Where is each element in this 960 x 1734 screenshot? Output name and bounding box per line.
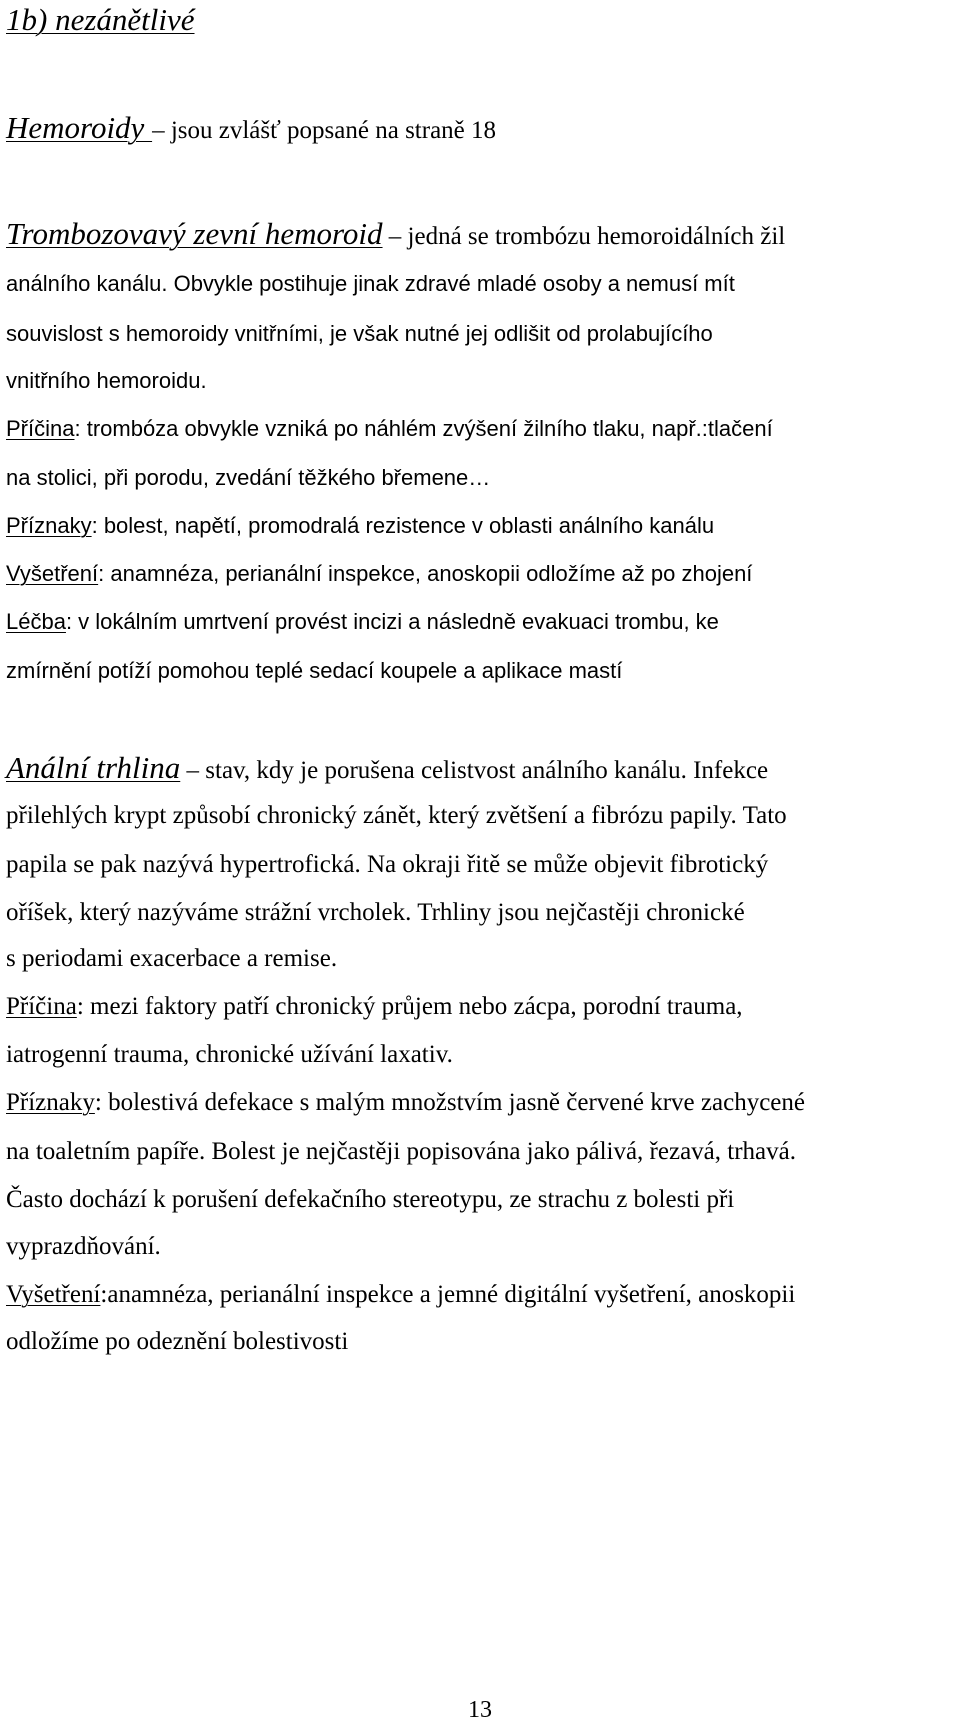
trombozovany-term: Trombozovavý zevní hemoroid [6, 216, 383, 251]
vysetreni-label: Vyšetření [6, 1281, 101, 1308]
page-number: 13 [468, 1697, 492, 1723]
trombozovany-line-3: souvislost s hemoroidy vnitřními, je však nutné jej odlišit od prolabujícího [6, 321, 713, 346]
hemoroidy-term: Hemoroidy [6, 110, 153, 145]
analni-trhlina-line-5: s periodami exacerbace a remise. [6, 945, 338, 972]
trombozovany-lecba: Léčba: v lokálním umrtvení provést incizi a následně evakuaci trombu, ke [6, 609, 719, 634]
priznaky-label: Příznaky [6, 1089, 95, 1116]
analni-trhlina-pricina-line-2: iatrogenní trauma, chronické užívání laxativ. [6, 1041, 453, 1068]
section-heading: 1b) nezánětlivé [6, 2, 195, 37]
trombozovany-pricina-line-2: na stolici, při porodu, zvedání těžkého břemene… [6, 465, 491, 490]
analni-trhlina-line-2: přilehlých krypt způsobí chronický zánět, který zvětšení a fibrózu papily. Tato [6, 802, 787, 829]
pricina-label: Příčina [6, 993, 77, 1020]
analni-trhlina-priznaky-line-4: vyprazdňování. [6, 1233, 161, 1260]
analni-trhlina-vysetreni: Vyšetření:anamnéza, perianální inspekce a jemné digitální vyšetření, anoskopii [6, 1281, 796, 1308]
hemoroidy-text: – jsou zvlášť popsané na straně 18 [152, 117, 497, 144]
trombozovany-pricina: Příčina: trombóza obvykle vzniká po náhlém zvýšení žilního tlaku, např.:tlačení [6, 416, 773, 441]
analni-trhlina-priznaky-line-2: na toaletním papíře. Bolest je nejčastěji popisována jako pálivá, řezavá, trhavá. [6, 1138, 796, 1165]
analni-trhlina-line-4: oříšek, který nazýváme strážní vrcholek. Trhliny jsou nejčastěji chronické [6, 899, 745, 926]
trombozovany-line-1: Trombozovavý zevní hemoroid – jedná se trombózu hemoroidálních žil [6, 216, 786, 251]
analni-trhlina-vysetreni-line-2: odložíme po odeznění bolestivosti [6, 1328, 349, 1355]
hemoroidy-paragraph [6, 112, 496, 143]
pricina-label: Příčina [6, 416, 75, 441]
trombozovany-vysetreni: Vyšetření: anamnéza, perianální inspekce, anoskopii odložíme až po zhojení [6, 561, 753, 586]
lecba-label: Léčba [6, 609, 66, 634]
trombozovany-line-2: análního kanálu. Obvykle postihuje jinak zdravé mladé osoby a nemusí mít [6, 271, 735, 296]
priznaky-label: Příznaky [6, 513, 92, 538]
analni-trhlina-line-3: papila se pak nazývá hypertrofická. Na okraji řitě se může objevit fibrotický [6, 851, 769, 878]
trombozovany-lecba-line-2: zmírnění potíží pomohou teplé sedací koupele a aplikace mastí [6, 658, 623, 683]
analni-trhlina-line-1: Anální trhlina – stav, kdy je porušena celistvost análního kanálu. Infekce [6, 750, 769, 785]
analni-trhlina-priznaky-line-3: Často dochází k porušení defekačního stereotypu, ze strachu z bolesti při [6, 1186, 735, 1213]
analni-trhlina-term: Anální trhlina [6, 750, 181, 785]
trombozovany-priznaky: Příznaky: bolest, napětí, promodralá rezistence v oblasti análního kanálu [6, 513, 715, 538]
analni-trhlina-priznaky: Příznaky: bolestivá defekace s malým množstvím jasně červené krve zachycené [6, 1089, 805, 1116]
analni-trhlina-pricina: Příčina: mezi faktory patří chronický průjem nebo zácpa, porodní trauma, [6, 993, 743, 1020]
trombozovany-line-4: vnitřního hemoroidu. [6, 368, 207, 393]
vysetreni-label: Vyšetření [6, 561, 99, 586]
